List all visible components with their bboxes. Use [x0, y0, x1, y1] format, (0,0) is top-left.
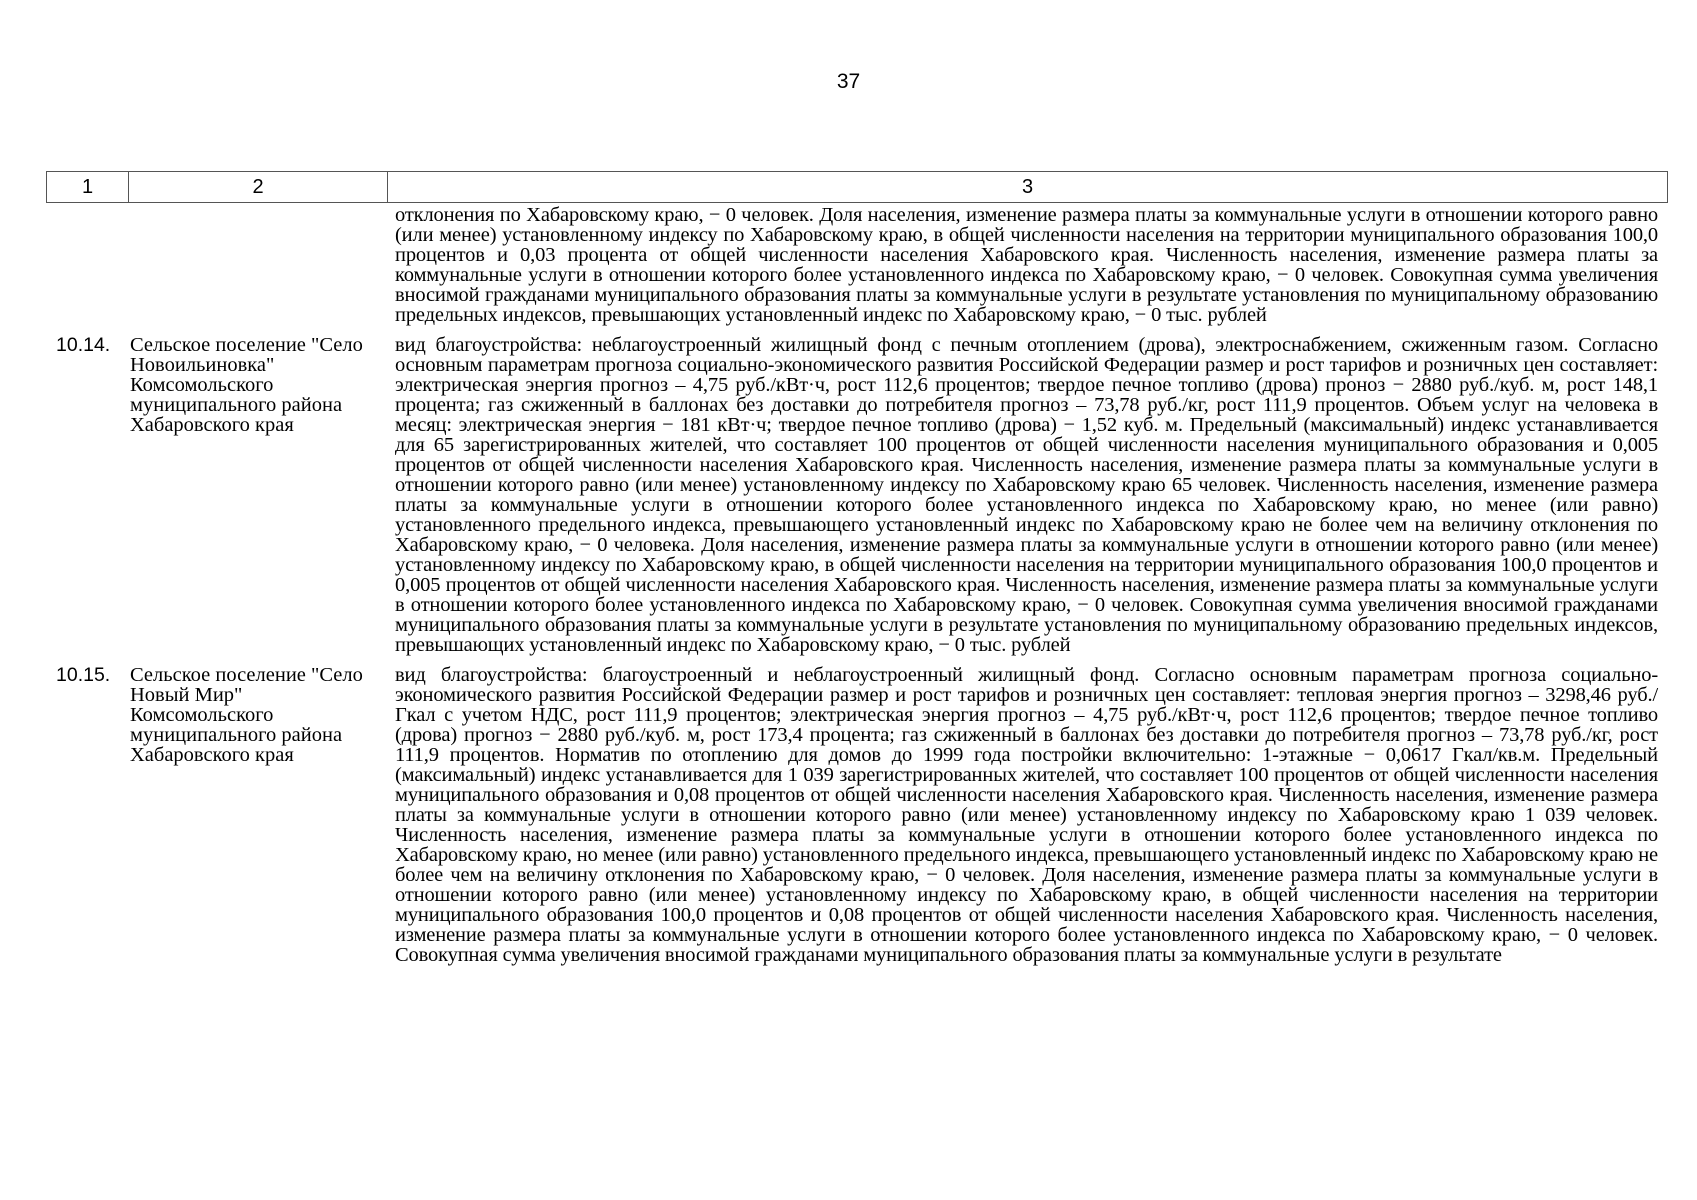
row-description: вид благоустройства: неблагоустроенный жилищный фонд с печным отоплением (дрова), электроснабжением, сжиженным газом. Согласно основным параметрам прогноза социально-экономического развития Российской Федерации размер и рост тарифов и розничных цен составляет: электрическая энергия прогноз – 4,75 руб./кВт·ч, рост 112,6 процентов; твердое печное топливо (дрова) проноз − 2880 руб./куб. м, рост 148,1 процента; газ сжиженный в баллонах без доставки до потребителя прогноз – 73,78 руб./кг, рост 111,9 процентов. Объем услуг на человека в месяц: электрическая энергия − 181 кВт·ч; твердое печное топливо (дрова) − 1,52 куб. м. Предельный (максимальный) индекс устанавливается для 65 зарегистрированных жителей, что составляет 100 процентов от общей численности населения муниципального образования и 0,005 процентов от общей численности населения Хабаровского края. Численность населения, изменение размера платы за коммунальные услуги в отношении которого равно (или менее) установленному индексу по Хабаровскому краю 65 человек. Численность населения, изменение размера платы за коммунальные услуги в отношении которого более установленного индекса по Хабаровскому краю, но менее (или равно) установленного предельного индекса, превышающего установленный индекс по Хабаровскому краю не более чем на величину отклонения по Хабаровскому краю, − 0 человека. Доля населения, изменение размера платы за коммунальные услуги в отношении которого равно (или менее) установленному индексу по Хабаровскому краю, в общей численности населения на территории муниципального образования 100,0 процентов и 0,005 процентов от общей численности населения Хабаровского края. Численность населения, изменение размера платы за коммунальные услуги в отношении которого более установленного индекса по Хабаровскому краю, − 0 человек. Совокупная сумма увеличения вносимой гражданами муниципального образования платы за коммунальные услуги в результате установления по муниципальному образованию предельных индексов, превышающих установленный индекс по Хабаровскому краю, − 0 тыс. рублей — [395, 334, 1658, 656]
page-number: 37 — [836, 70, 861, 93]
municipality-name: Сельское поселение "Село Новоильиновка" Комсомольского муниципального района Хабаровского края — [130, 334, 363, 436]
row-description: отклонения по Хабаровскому краю, − 0 человек. Доля населения, изменение размера платы за коммунальные услуги в отношении которого равно (или менее) установленному индексу по Хабаровскому краю, в общей численности населения на территории муниципального образования 100,0 процентов и 0,03 процента от общей численности населения Хабаровского края. Численность населения, изменение размера платы за коммунальные услуги в отношении которого более установленного индекса по Хабаровскому краю, − 0 человек. Совокупная сумма увеличения вносимой гражданами муниципального образования платы за коммунальные услуги в результате установления по муниципальному образованию предельных индексов, превышающих установленный индекс по Хабаровскому краю, − 0 тыс. рублей — [395, 204, 1658, 326]
row-number: 10.14. — [56, 334, 111, 356]
table-row — [46, 335, 1668, 655]
municipality-name — [128, 205, 387, 325]
table-header-col-2: 2 — [129, 172, 388, 202]
table-header — [46, 171, 1668, 203]
table-header-col-1: 1 — [47, 172, 129, 202]
row-number: 10.15. — [56, 664, 111, 686]
table-row — [46, 665, 1668, 965]
row-number — [46, 205, 128, 325]
table-row — [46, 205, 1668, 325]
table-header-col-3: 3 — [1021, 175, 1034, 198]
row-description: вид благоустройства: благоустроенный и неблагоустроенный жилищный фонд. Согласно основным параметрам прогноза социально-экономического развития Российской Федерации размер и рост тарифов и розничных цен составляет: тепловая энергия прогноз – 3298,46 руб./Гкал с учетом НДС, рост 111,9 процентов; электрическая энергия прогноз – 4,75 руб./кВт·ч, рост 112,6 процентов; твердое печное топливо (дрова) прогноз − 2880 руб./куб. м, рост 173,4 процента; газ сжиженный в баллонах без доставки до потребителя прогноз – 73,78 руб./кг, рост 111,9 процентов. Норматив по отоплению для домов до 1999 года постройки включительно: 1-этажные − 0,0617 Гкал/кв.м. Предельный (максимальный) индекс устанавливается для 1 039 зарегистрированных жителей, что составляет 100 процентов от общей численности населения муниципального образования и 0,08 процентов от общей численности населения Хабаровского края. Численность населения, изменение размера платы за коммунальные услуги в отношении которого равно (или менее) установленному индексу по Хабаровскому краю 1 039 человек. Численность населения, изменение размера платы за коммунальные услуги в отношении которого более установленного индекса по Хабаровскому краю, но менее (или равно) установленного предельного индекса, превышающего установленный индекс по Хабаровскому краю не более чем на величину отклонения по Хабаровскому краю, − 0 человек. Доля населения, изменение размера платы за коммунальные услуги в отношении которого равно (или менее) установленному индексу по Хабаровскому краю, в общей численности населения на территории муниципального образования 100,0 процентов и 0,08 процентов от общей численности населения Хабаровского края. Численность населения, изменение размера платы за коммунальные услуги в отношении которого более установленного индекса по Хабаровскому краю, − 0 человек. Совокупная сумма увеличения вносимой гражданами муниципального образования платы за коммунальные услуги в результате — [395, 664, 1658, 966]
municipality-name: Сельское поселение "Село Новый Мир" Комсомольского муниципального района Хабаровского края — [130, 664, 363, 766]
table-body — [46, 205, 1668, 975]
